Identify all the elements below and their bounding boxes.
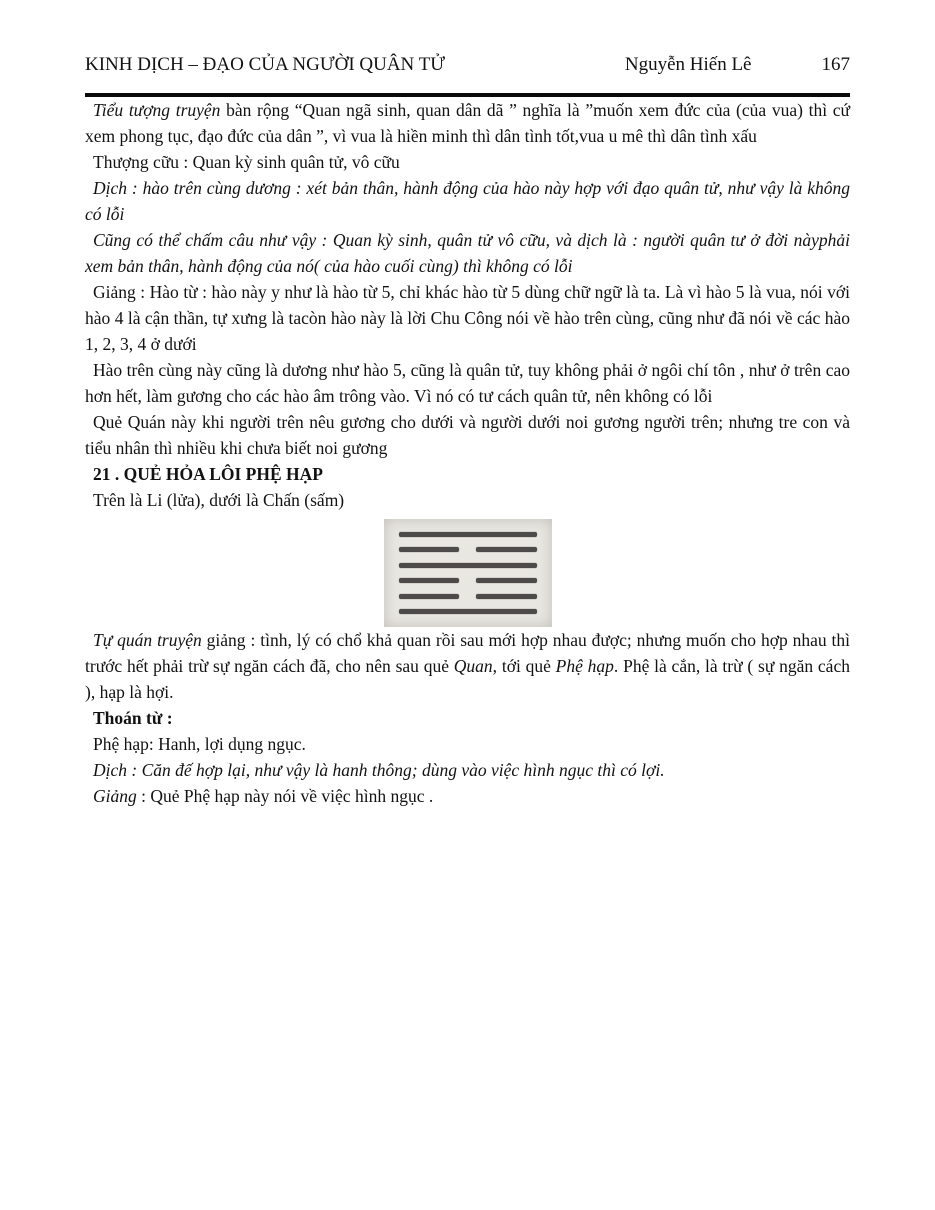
hexagram-line-yin	[399, 547, 537, 552]
hexagram-line-yang	[399, 532, 537, 537]
book-title: KINH DỊCH – ĐẠO CỦA NGƯỜI QUÂN TỬ	[85, 54, 446, 75]
paragraph-thoan-tu: Thoán từ :	[93, 708, 173, 728]
paragraph-tu-quan	[85, 627, 850, 705]
paragraph-dich-2: Dịch : Căn đế hợp lại, như vậy là hanh thông; dùng vào việc hình ngục thì có lợi.	[93, 760, 665, 780]
text-run-italic: Quan	[453, 656, 493, 676]
hexagram-image	[384, 519, 552, 627]
hexagram-bar	[476, 547, 537, 552]
hexagram-bar	[399, 594, 460, 599]
text-run: : Quẻ Phệ hạp này nói về việc hình ngục .	[136, 786, 434, 806]
paragraph-thuong-cuu: Thượng cữu : Quan kỳ sinh quân tử, vô cữu	[93, 152, 400, 172]
text-run: giảng : tình, lý có chổ khả quan rồi sau mới hợp nhau được; nhưng muốn cho hợp nhau thì trước hết phải trừ sự ngăn cách đã, cho nên sau quẻ	[85, 630, 850, 676]
paragraph-giang-2	[85, 783, 850, 809]
hexagram-line-yin	[399, 594, 537, 599]
text-run-italic: Giảng	[93, 786, 137, 806]
section-title: 21 . QUẺ HỎA LÔI PHỆ HẠP	[93, 464, 323, 484]
text-run-italic: Phệ hạp	[555, 656, 614, 676]
page-header	[85, 52, 850, 78]
hexagram-bar	[399, 609, 537, 614]
hexagram-bar	[399, 532, 537, 537]
hexagram-bar	[399, 547, 460, 552]
paragraph-que-quan: Quẻ Quán này khi người trên nêu gương cho dưới và người dưới noi gương người trên; nhưng tre con và tiểu nhân thì nhiều khi chưa biết noi gương	[85, 412, 850, 458]
hexagram-line-yang	[399, 609, 537, 614]
text-run: . Phệ là cắn, là trừ ( sự ngăn cách ), hạp là hợi.	[85, 656, 850, 702]
section-subtitle: Trên là Li (lửa), dưới là Chấn (sấm)	[93, 490, 345, 510]
hexagram-line-yang	[399, 563, 537, 568]
text-run: bàn rộng “Quan ngã sinh, quan dân dã ” nghĩa là ”muốn xem đức của (của vua) thì cứ xem phong tục, đạo đức của dân ”, vì vua là hiền minh thì dân tình tốt,vua u mê thì dân tình xấu	[85, 100, 850, 146]
text-run-italic: Tiểu tượng truyện	[93, 100, 221, 120]
author-name: Nguyễn Hiến Lê	[624, 54, 752, 75]
hexagram-bar	[399, 563, 537, 568]
hexagram-line-yin	[399, 578, 537, 583]
hexagram-bar	[476, 594, 537, 599]
paragraph-giang-1: Giảng : Hào từ : hào này y như là hào từ 5, chỉ khác hào từ 5 dùng chữ ngữ là ta. Là vì hào 5 là vua, nói với hào 4 là cận thần, tự xưng là tacòn hào này là lời Chu Công nói về hào trên cùng, cũng như đã nói về các hào 1, 2, 3, 4 ở dưới	[85, 282, 850, 354]
paragraph-dich-1: Dịch : hào trên cùng dương : xét bản thân, hành động của hào này hợp với đạo quân tử, như vậy là không có lỗi	[85, 178, 850, 224]
page-number: 167	[821, 54, 850, 75]
paragraph-tieu-tuong	[85, 97, 850, 149]
paragraph-hao-tren: Hào trên cùng này cũng là dương như hào 5, cũng là quân tử, tuy không phải ở ngôi chí tôn , như ở trên cao hơn hết, làm gương cho các hào âm trông vào. Vì nó có tư cách quân tử, nên không có lỗi	[85, 360, 850, 406]
text-run: , tới quẻ	[492, 656, 556, 676]
paragraph-phe-hap: Phệ hạp: Hanh, lợi dụng ngục.	[93, 734, 306, 754]
paragraph-cham-cau: Cũng có thể chấm câu như vậy : Quan kỳ sinh, quân tử vô cữu, và dịch là : người quân tư ở đời nàyphải xem bản thân, hành động của nó( của hào cuối cùng) thì không có lỗi	[85, 230, 850, 276]
hexagram-bar	[476, 578, 537, 583]
hexagram-bar	[399, 578, 460, 583]
text-run-italic: Tự quán truyện	[93, 630, 202, 650]
